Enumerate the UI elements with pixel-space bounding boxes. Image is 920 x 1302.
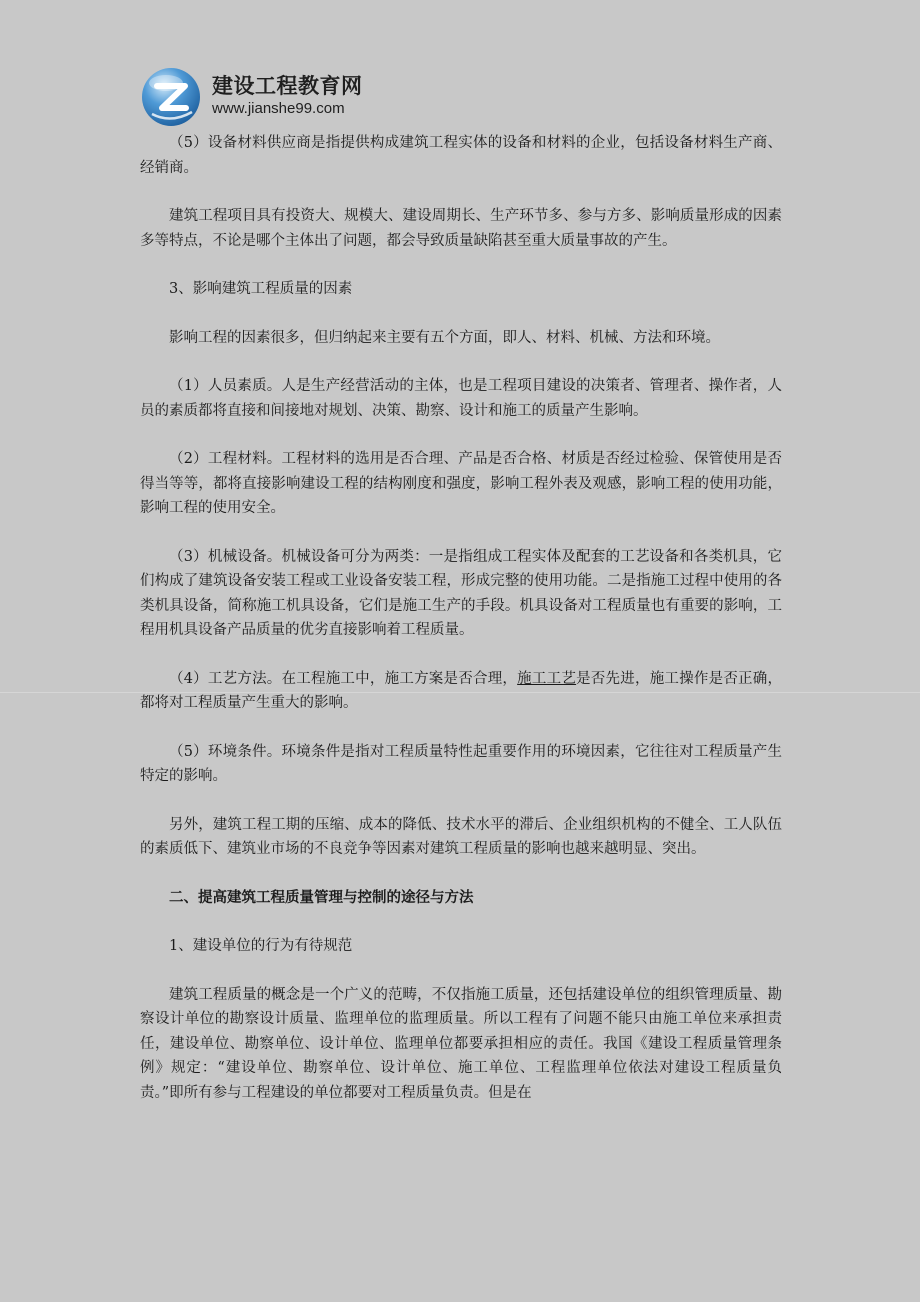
paragraph-quality-concept: 建筑工程质量的概念是一个广义的范畴，不仅指施工质量，还包括建设单位的组织管理质量、勘察设计单位的勘察设计质量、监理单位的监理质量。所以工程有了问题不能只由施工单位来承担责任，建设单位、勘察单位、设计单位、监理单位都要承担相应的责任。我国《建设工程质量管理条例》规定：“建设单位、勘察单位、设计单位、施工单位、工程监理单位依法对建设工程质量负责。”即所有参与工程建设的单位都要对工程质量负责。但是在 bbox=[140, 986, 782, 1101]
page-divider bbox=[0, 692, 920, 693]
process-text-post: 是否先进，施工操作是否正确，都将对工程质量产生重大的影响。 bbox=[140, 670, 782, 711]
subheading-owner-behavior: 1、建设单位的行为有待规范 bbox=[169, 938, 353, 954]
section-heading-methods: 二、提高建筑工程质量管理与控制的途径与方法 bbox=[169, 888, 474, 906]
site-logo[interactable] bbox=[140, 66, 380, 128]
paragraph-materials: （2）工程材料。工程材料的选用是否合理、产品是否合格、材质是否经过检验、保管使用是否得当等等，都将直接影响建设工程的结构刚度和强度，影响工程外表及观感，影响工程的使用功能，影响工程的使用安全。 bbox=[140, 451, 782, 516]
paragraph-machinery: （3）机械设备。机械设备可分为两类：一是指组成工程实体及配套的工艺设备和各类机具，它们构成了建筑设备安装工程或工业设备安装工程，形成完整的使用功能。二是指施工过程中使用的各类机具设备，简称施工机具设备，它们是施工生产的手段。机具设备对工程质量也有重要的影响，工程用机具设备产品质量的优劣直接影响着工程质量。 bbox=[140, 548, 782, 638]
section-heading-factors: 3、影响建筑工程质量的因素 bbox=[169, 281, 353, 297]
paragraph-process-method bbox=[140, 667, 782, 716]
logo-sphere-icon bbox=[140, 66, 202, 128]
paragraph-environment: （5）环境条件。环境条件是指对工程质量特性起重要作用的环境因素，它往往对工程质量产生特定的影响。 bbox=[140, 743, 782, 784]
logo-title: 建设工程教育网 bbox=[212, 74, 363, 98]
paragraph-supplier: （5）设备材料供应商是指提供构成建筑工程实体的设备和材料的企业，包括设备材料生产商、经销商。 bbox=[140, 135, 782, 176]
paragraph-project-features: 建筑工程项目具有投资大、规模大、建设周期长、生产环节多、参与方多、影响质量形成的因素多等特点，不论是哪个主体出了问题，都会导致质量缺陷甚至重大质量事故的产生。 bbox=[140, 208, 782, 249]
paragraph-other-factors: 另外，建筑工程工期的压缩、成本的降低、技术水平的滞后、企业组织机构的不健全、工人队伍的素质低下、建筑业市场的不良竞争等因素对建筑工程质量的影响也越来越明显、突出。 bbox=[140, 816, 782, 857]
process-text-pre: （4）工艺方法。在工程施工中，施工方案是否合理， bbox=[169, 670, 518, 687]
construction-process-link[interactable]: 施工工艺 bbox=[517, 670, 577, 687]
paragraph-personnel: （1）人员素质。人是生产经营活动的主体，也是工程项目建设的决策者、管理者、操作者，人员的素质都将直接和间接地对规划、决策、勘察、设计和施工的质量产生影响。 bbox=[140, 378, 782, 419]
paragraph-five-factors: 影响工程的因素很多，但归纳起来主要有五个方面，即人、材料、机械、方法和环境。 bbox=[169, 329, 720, 346]
document-body bbox=[140, 131, 782, 1105]
logo-url[interactable]: www.jianshe99.com bbox=[212, 100, 345, 117]
